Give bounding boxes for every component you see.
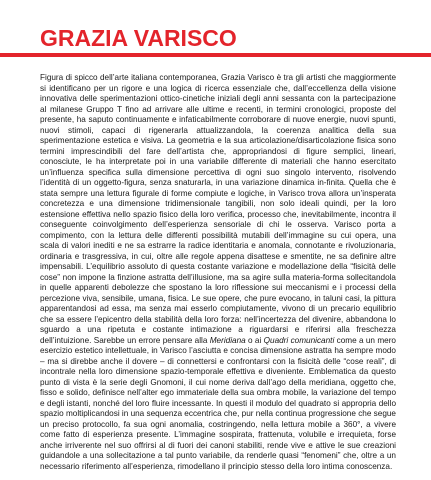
body-paragraph <box>40 73 396 472</box>
artwork-title-meridiana: Meridiana <box>209 335 246 345</box>
paragraph-connector: o ai <box>245 335 264 345</box>
paragraph-text-end: come a un mero esercizio estetico intellettuale, in Varisco l’asciutta e concisa dimensione astratta ha sempre modo – ma si direbbe anche il dovere – di connettersi e confrontarsi con la fisicità delle “cose reali”, di incontrale nella loro dimensione spazio-temporale effettiva e diveniente. Emblematica da questo punto di vista è la serie degli Gnomoni, il cui nome deriva dall’ago della meridiana, oggetto che, fisso e solido, definisce nell’alter ego immateriale della sua ombra mobile, la variazione del tempo e degli istanti, nonché del loro fluire incessante. In questi il modulo del quadrato si appropria dello spazio moltiplicandosi in una sequenza eccentrica che, pur nella continua progressione che segue un preciso protocollo, fa sua ogni anomalia, costringendo, nella lettura mobile a 360°, a vivere come fatto di esperienza presente. L’immagine sospirata, frattenuta, volubile e irrequieta, forse anche irriverente nel suo offrirsi al di fuori dei canoni stabiliti, rende vive e attive le sue creazioni guidandole a una sollecitazione a tal punto variabile, da renderle quasi “fenomeni” che, oltre a un necessario riferimento all’esperienza, rimodellano il principio stesso della loro intima conoscenza. <box>40 335 396 471</box>
artwork-title-quadri-comunicanti: Quadri comunicanti <box>263 335 335 345</box>
title-underline <box>0 53 431 57</box>
body-text <box>40 73 396 472</box>
page-title: GRAZIA VARISCO <box>40 25 237 51</box>
paragraph-text: Figura di spicco dell’arte italiana contemporanea, Grazia Varisco è tra gli artisti che maggiormente si identificano per un rigore e una logica di ricerca essenziale che, dall’eccellenza della visione innovativa delle sperimentazioni ottico-cinetiche iniziali degli anni sessanta con la partecipazione al milanese Gruppo T fino ad arrivare alle ultime e recenti, in termini cronologici, proposte del presente, ha saputo continuamente e infaticabilmente corroborare di nuove energie, nuovi spunti, nuovi stimoli, capaci di rigenerarla attualizzandola, la coerenza analitica della sua sperimentazione estetica e visiva. La geometria e la sua articolazione/disarticolazione fisica sono termini imprescindibili del fare dell’artista che, appropriandosi di figure semplici, lineari, conosciute, le ha interpretate poi in una variabile differente di materiali che hanno esercitato un’influenza specifica sulla dimensione percettiva di ogni suo singolo intervento, risolvendo l’identità di un oggetto-figura, senza snaturarla, in una variazione dinamica in-finita. Quella che è stata sempre una lettura figurale di forme compiute e logiche, in Varisco trova allora un’insperata concretezza e una dimensione tridimensionale tangibili, non solo ideali quindi, per la loro estensione effettiva nello spazio fisico della loro verifica, processo che, inevitabilmente, incontra il conseguente coinvolgimento dell’esperienza sensoriale di chi le osserva. Varisco porta a compimento, con la lettura delle differenti possibilità mutabili dell’immagine su cui opera, una scala di valori inediti e ne sa estrarre la radice identitaria e anomala, connotante e rivoluzionaria, ordinaria e trasgressiva, in cui, oltre alle regole appena disattese e smentite, ne sa definire altre impensabili. L’equilibrio assoluto di questa costante variazione e modellazione della “fisicità delle cose” non impone la finzione astratta dell’illusione, ma sa agire sulla materia-forma sollecitandola in quelle apparenti debolezze che spostano la loro riflessione sui meccanismi e i processi della percezione viva, sensibile, umana, fisica. Le sue opere, che pure evocano, in taluni casi, la pittura apparentandosi ad essa, ma senza mai esserlo compiutamente, vivono di un precario equilibrio che sa essere l’epicentro della stabilità della loro forza: nell’incertezza del divenire, abbandona lo sguardo a una ripetuta e costante intimazione a riguardarsi e riferirsi alla freschezza dell’intuizione. Sarebbe un errore pensare alla <box>40 73 396 345</box>
